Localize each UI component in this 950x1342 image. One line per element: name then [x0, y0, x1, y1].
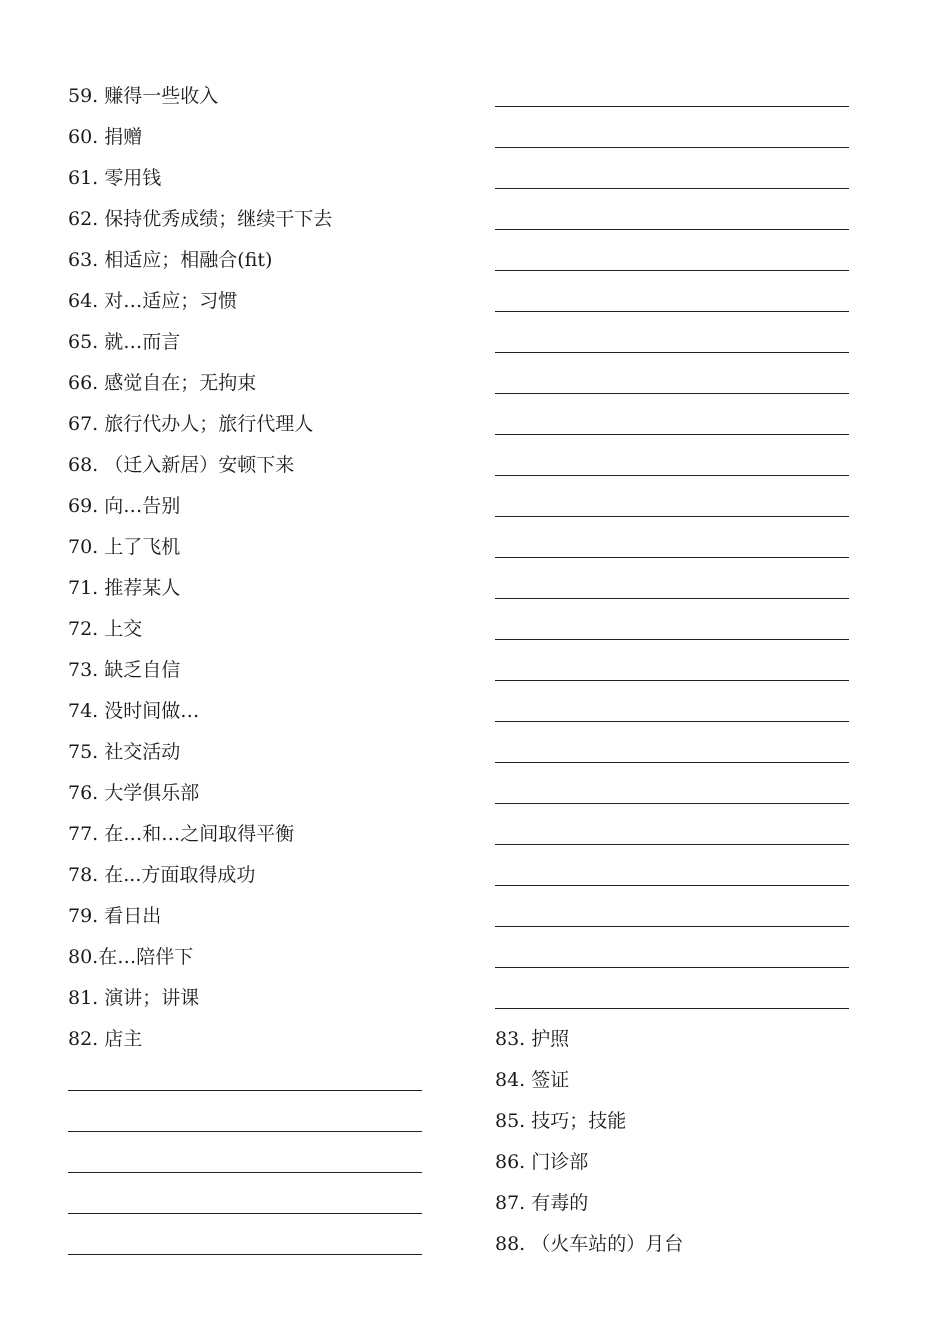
item-label: 83. 护照 [495, 1028, 570, 1050]
item-label: 84. 签证 [495, 1069, 570, 1091]
item-label: 62. 保持优秀成绩；继续干下去 [68, 208, 333, 230]
answer-blank[interactable] [495, 803, 849, 804]
item-label: 66. 感觉自在；无拘束 [68, 372, 257, 394]
answer-blank[interactable] [68, 1254, 422, 1255]
answer-blank[interactable] [495, 147, 849, 148]
list-item [0, 568, 950, 609]
item-label: 73. 缺乏自信 [68, 659, 181, 681]
list-item [0, 855, 950, 896]
item-label: 77. 在…和…之间取得平衡 [68, 823, 295, 845]
list-item [0, 404, 950, 445]
list-item [0, 896, 950, 937]
answer-blank[interactable] [495, 188, 849, 189]
list-item [0, 1142, 950, 1183]
answer-blank[interactable] [495, 639, 849, 640]
answer-blank[interactable] [495, 967, 849, 968]
answer-blank[interactable] [495, 926, 849, 927]
answer-blank[interactable] [68, 1090, 422, 1091]
list-item [0, 978, 950, 1019]
answer-blank[interactable] [495, 311, 849, 312]
list-item [0, 363, 950, 404]
list-item [0, 937, 950, 978]
list-item [0, 117, 950, 158]
list-item [0, 158, 950, 199]
item-label: 81. 演讲；讲课 [68, 987, 200, 1009]
answer-blank[interactable] [495, 557, 849, 558]
item-label: 76. 大学俱乐部 [68, 782, 200, 804]
list-item [0, 199, 950, 240]
answer-blank[interactable] [495, 270, 849, 271]
answer-blank[interactable] [495, 475, 849, 476]
item-label: 65. 就…而言 [68, 331, 181, 353]
list-item [0, 1183, 950, 1224]
answer-blank[interactable] [68, 1213, 422, 1214]
item-label: 69. 向…告别 [68, 495, 181, 517]
item-label: 74. 没时间做… [68, 700, 200, 722]
item-label: 88. （火车站的）月台 [495, 1233, 684, 1255]
item-label: 75. 社交活动 [68, 741, 181, 763]
item-label: 64. 对…适应；习惯 [68, 290, 238, 312]
answer-blank[interactable] [495, 393, 849, 394]
item-label: 82. 店主 [68, 1028, 143, 1050]
answer-blank[interactable] [495, 598, 849, 599]
list-item [0, 1101, 950, 1142]
answer-blank[interactable] [495, 762, 849, 763]
item-label: 61. 零用钱 [68, 167, 162, 189]
item-label: 63. 相适应；相融合(fit) [68, 249, 273, 271]
answer-blank[interactable] [495, 106, 849, 107]
item-label: 72. 上交 [68, 618, 143, 640]
answer-blank[interactable] [495, 721, 849, 722]
item-label: 79. 看日出 [68, 905, 162, 927]
answer-blank[interactable] [495, 352, 849, 353]
item-label: 68. （迁入新居）安顿下来 [68, 454, 295, 476]
answer-blank[interactable] [495, 680, 849, 681]
item-label: 60. 捐赠 [68, 126, 143, 148]
answer-blank[interactable] [495, 1008, 849, 1009]
list-item [0, 773, 950, 814]
list-item [0, 814, 950, 855]
list-item [0, 445, 950, 486]
item-label: 71. 推荐某人 [68, 577, 181, 599]
item-label: 85. 技巧；技能 [495, 1110, 627, 1132]
answer-blank[interactable] [68, 1131, 422, 1132]
list-item [0, 691, 950, 732]
list-item [0, 527, 950, 568]
answer-blank[interactable] [495, 885, 849, 886]
item-label: 70. 上了飞机 [68, 536, 181, 558]
list-item [0, 609, 950, 650]
item-label: 87. 有毒的 [495, 1192, 589, 1214]
answer-blank[interactable] [495, 229, 849, 230]
answer-blank[interactable] [495, 516, 849, 517]
item-label: 67. 旅行代办人；旅行代理人 [68, 413, 314, 435]
list-item [0, 732, 950, 773]
list-item [0, 76, 950, 117]
list-item [0, 240, 950, 281]
list-item [0, 650, 950, 691]
item-label: 78. 在...方面取得成功 [68, 864, 256, 886]
list-item [0, 1224, 950, 1265]
item-label: 80.在…陪伴下 [68, 946, 194, 968]
answer-blank[interactable] [495, 434, 849, 435]
list-item [0, 1060, 950, 1101]
list-item [0, 322, 950, 363]
list-item [0, 281, 950, 322]
answer-blank[interactable] [495, 844, 849, 845]
list-item [0, 486, 950, 527]
item-label: 86. 门诊部 [495, 1151, 589, 1173]
list-item [0, 1019, 950, 1060]
item-label: 59. 赚得一些收入 [68, 85, 219, 107]
answer-blank[interactable] [68, 1172, 422, 1173]
